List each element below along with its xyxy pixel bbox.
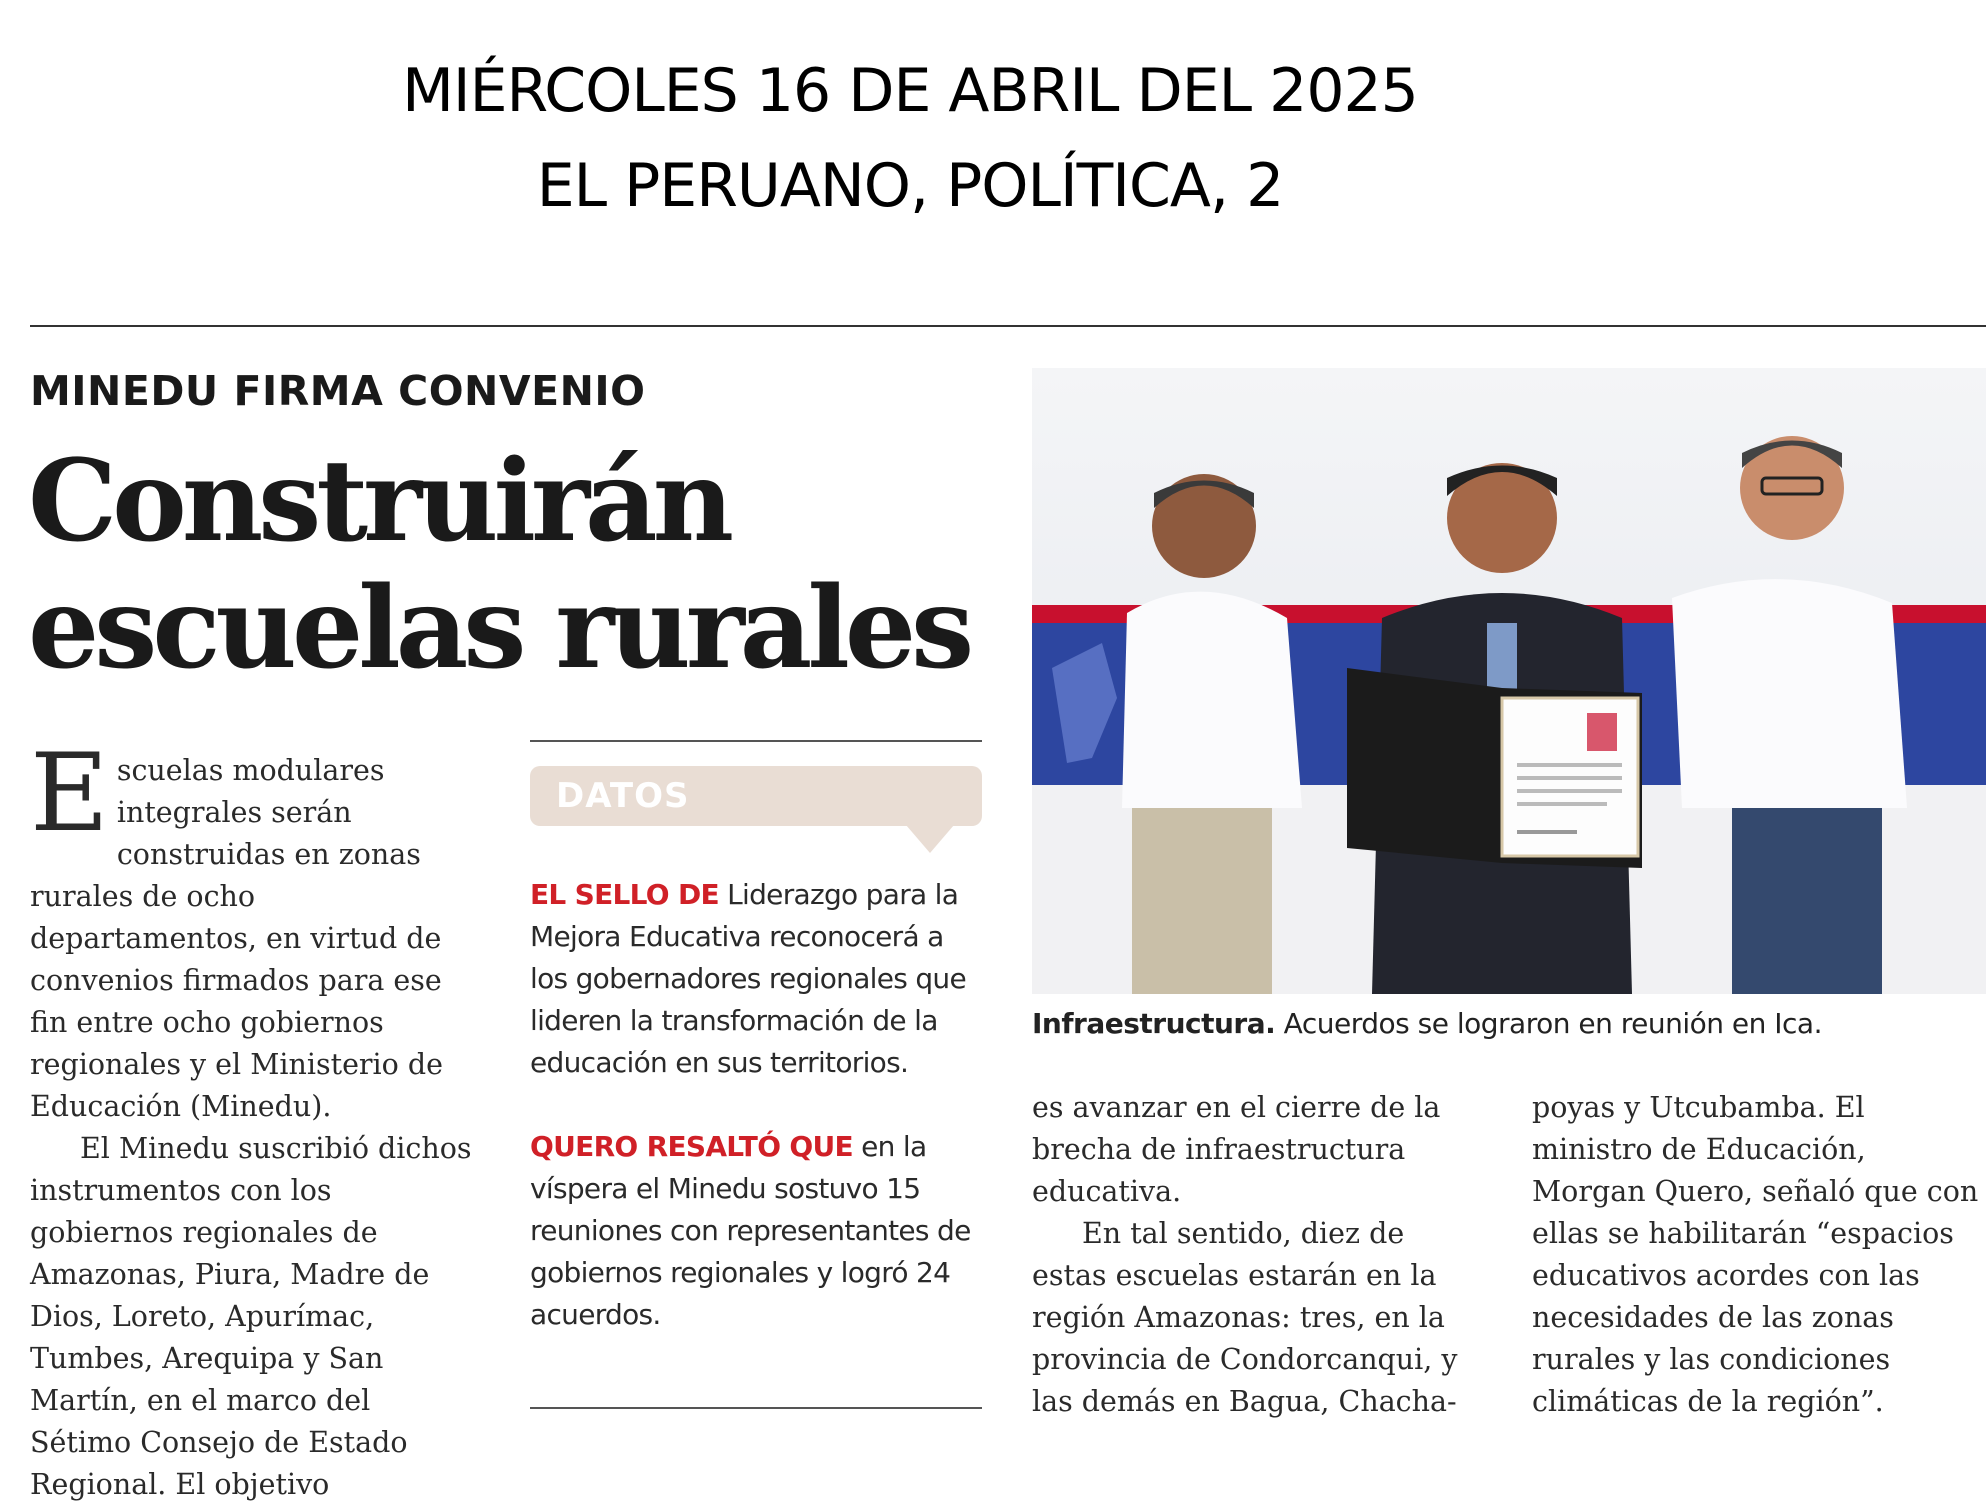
paragraph-2-continued: es avanzar en el cierre de la brecha de infraestructura educativa.	[1032, 1091, 1441, 1208]
article-column-1	[30, 731, 480, 1506]
ceremony-photo-illustration	[1032, 368, 1986, 994]
photo-caption-lead: Infraestructura.	[1032, 1007, 1276, 1040]
article-headline: Construirán escuelas rurales	[28, 436, 970, 694]
lead-paragraph	[30, 731, 480, 1128]
datos-tab	[530, 766, 982, 826]
datos-sidebar	[530, 740, 982, 1336]
sidebar-item	[530, 1126, 982, 1336]
paragraph-3: En tal sentido, diez de estas escuelas estarán en la región Amazonas: tres, en la provincia de Condorcanqui, y las demás en Bagua, Chacha-	[1032, 1217, 1458, 1418]
article-photo	[1032, 368, 1986, 994]
header-date-line: MIÉRCOLES 16 DE ABRIL DEL 2025	[402, 56, 1418, 126]
paragraph-2: El Minedu suscribió dichos instrumentos con los gobiernos regionales de Amazonas, Piura, Madre de Dios, Loreto, Apurímac, Tumbes, Arequipa y San Martín, en el marco del Sétimo Consejo de Estado Regional. El objetivo	[30, 1132, 472, 1501]
sidebar-item-text: en la víspera el Minedu sostuvo 15 reuniones con representantes de gobiernos regionales y logró 24 acuerdos.	[530, 1130, 971, 1331]
sidebar-item-lead: EL SELLO DE	[530, 878, 719, 911]
sidebar-item	[530, 874, 982, 1084]
photo-caption	[1032, 1004, 1986, 1044]
sidebar-top-rule	[530, 740, 982, 742]
datos-tab-pointer	[906, 825, 954, 853]
sidebar-item-lead: QUERO RESALTÓ QUE	[530, 1130, 853, 1163]
sidebar-bottom-rule	[530, 1407, 982, 1409]
datos-tab-label: DATOS	[556, 776, 690, 816]
paragraph-3-continued: poyas y Utcubamba. El ministro de Educación, Morgan Quero, señaló que con ellas se habilitarán “espacios educativos acordes con las necesidades de las zonas rurales y las condiciones climáticas de la región”.	[1532, 1091, 1979, 1418]
article-column-3	[1032, 1087, 1484, 1423]
drop-cap: E	[30, 731, 109, 856]
sidebar-item-text: Liderazgo para la Mejora Educativa reconocerá a los gobernadores regionales que lideren la transformación de la educación en sus territorios.	[530, 878, 966, 1079]
article-kicker: MINEDU FIRMA CONVENIO	[30, 367, 646, 415]
article-column-4	[1532, 1087, 1986, 1423]
header-publication-line: EL PERUANO, POLÍTICA, 2	[536, 151, 1284, 221]
top-divider	[30, 325, 1986, 327]
lead-paragraph-text: scuelas modulares integrales serán construidas en zonas rurales de ocho departamentos, en virtud de convenios firmados para ese fin entre ocho gobiernos regionales y el Ministerio de Educación (Minedu).	[30, 754, 443, 1123]
photo-caption-text: Acuerdos se lograron en reunión en Ica.	[1275, 1007, 1822, 1040]
